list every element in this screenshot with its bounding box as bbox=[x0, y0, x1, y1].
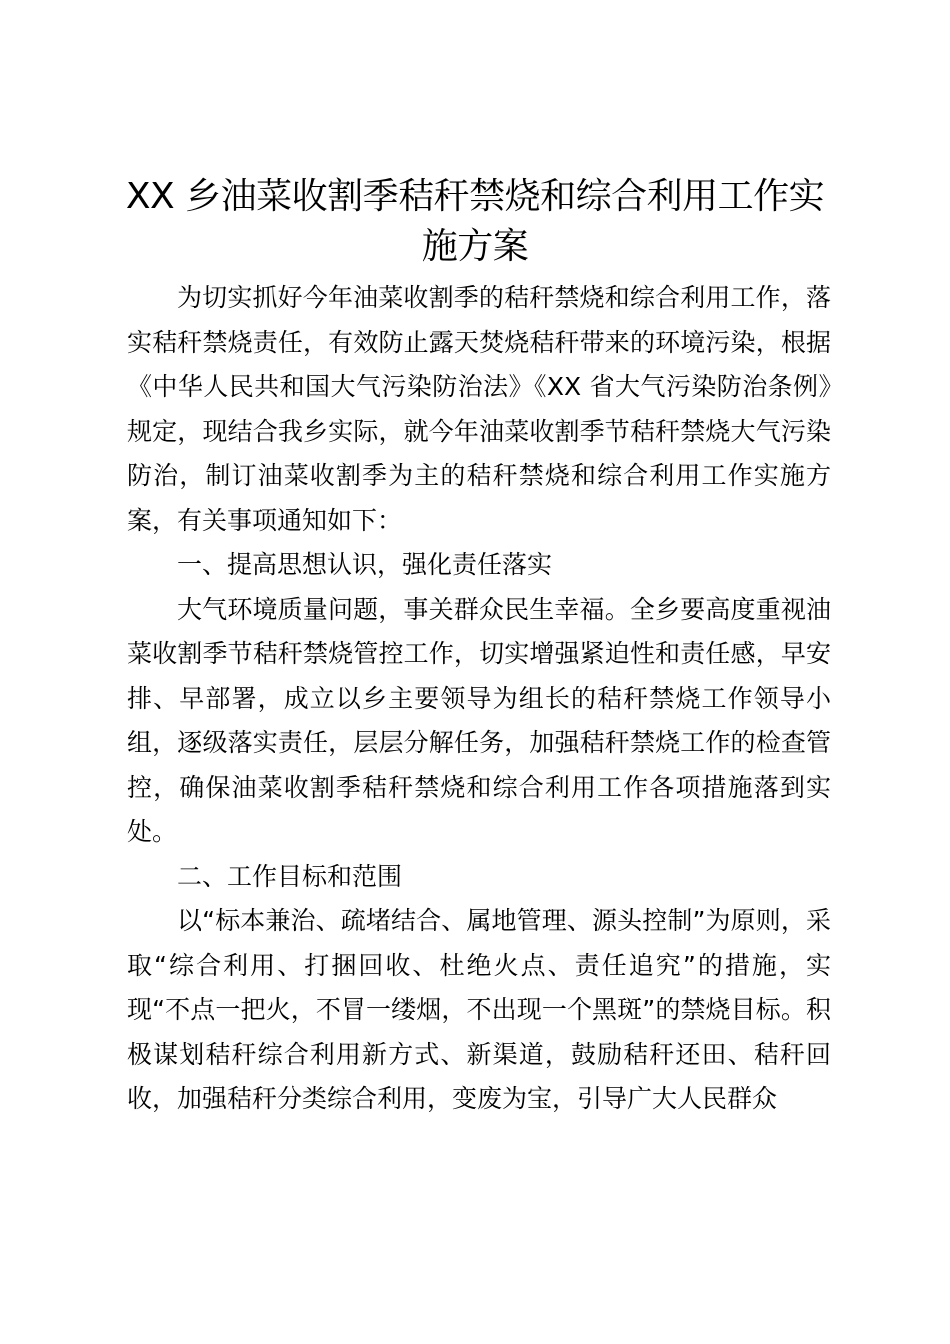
document-title: XX 乡油菜收割季秸秆禁烧和综合利用工作实施方案 bbox=[125, 176, 825, 267]
section-2-paragraph: 以“标本兼治、疏堵结合、属地管理、源头控制”为原则，采取“综合利用、打捆回收、杜绝火点、责任追究”的措施，实现“不点一把火，不冒一缕烟，不出现一个黑斑”的禁烧目标。积极谋划秸秆综合利用新方式、新渠道，鼓励秸秆还田、秸秆回收，加强秸秆分类综合利用，变废为宝，引导广大人民群众 bbox=[127, 906, 831, 1113]
document-body bbox=[127, 276, 831, 1122]
section-1-paragraph: 大气环境质量问题，事关群众民生幸福。全乡要高度重视油菜收割季节秸秆禁烧管控工作，切实增强紧迫性和责任感，早安排、早部署，成立以乡主要领导为组长的秸秆禁烧工作领导小组，逐级落实责任，层层分解任务，加强秸秆禁烧工作的检查管控，确保油菜收割季秸秆禁烧和综合利用工作各项措施落到实处。 bbox=[127, 594, 831, 846]
intro-paragraph: 为切实抓好今年油菜收割季的秸秆禁烧和综合利用工作，落实秸秆禁烧责任，有效防止露天焚烧秸秆带来的环境污染，根据《中华人民共和国大气污染防治法》《XX 省大气污染防治条例》规定，现结合我乡实际，就今年油菜收割季节秸秆禁烧大气污染防治，制订油菜收割季为主的秸秆禁烧和综合利用工作实施方案，有关事项通知如下： bbox=[127, 283, 831, 535]
section-heading-2: 二、工作目标和范围 bbox=[177, 861, 403, 891]
section-heading-1: 一、提高思想认识，强化责任落实 bbox=[177, 550, 553, 579]
